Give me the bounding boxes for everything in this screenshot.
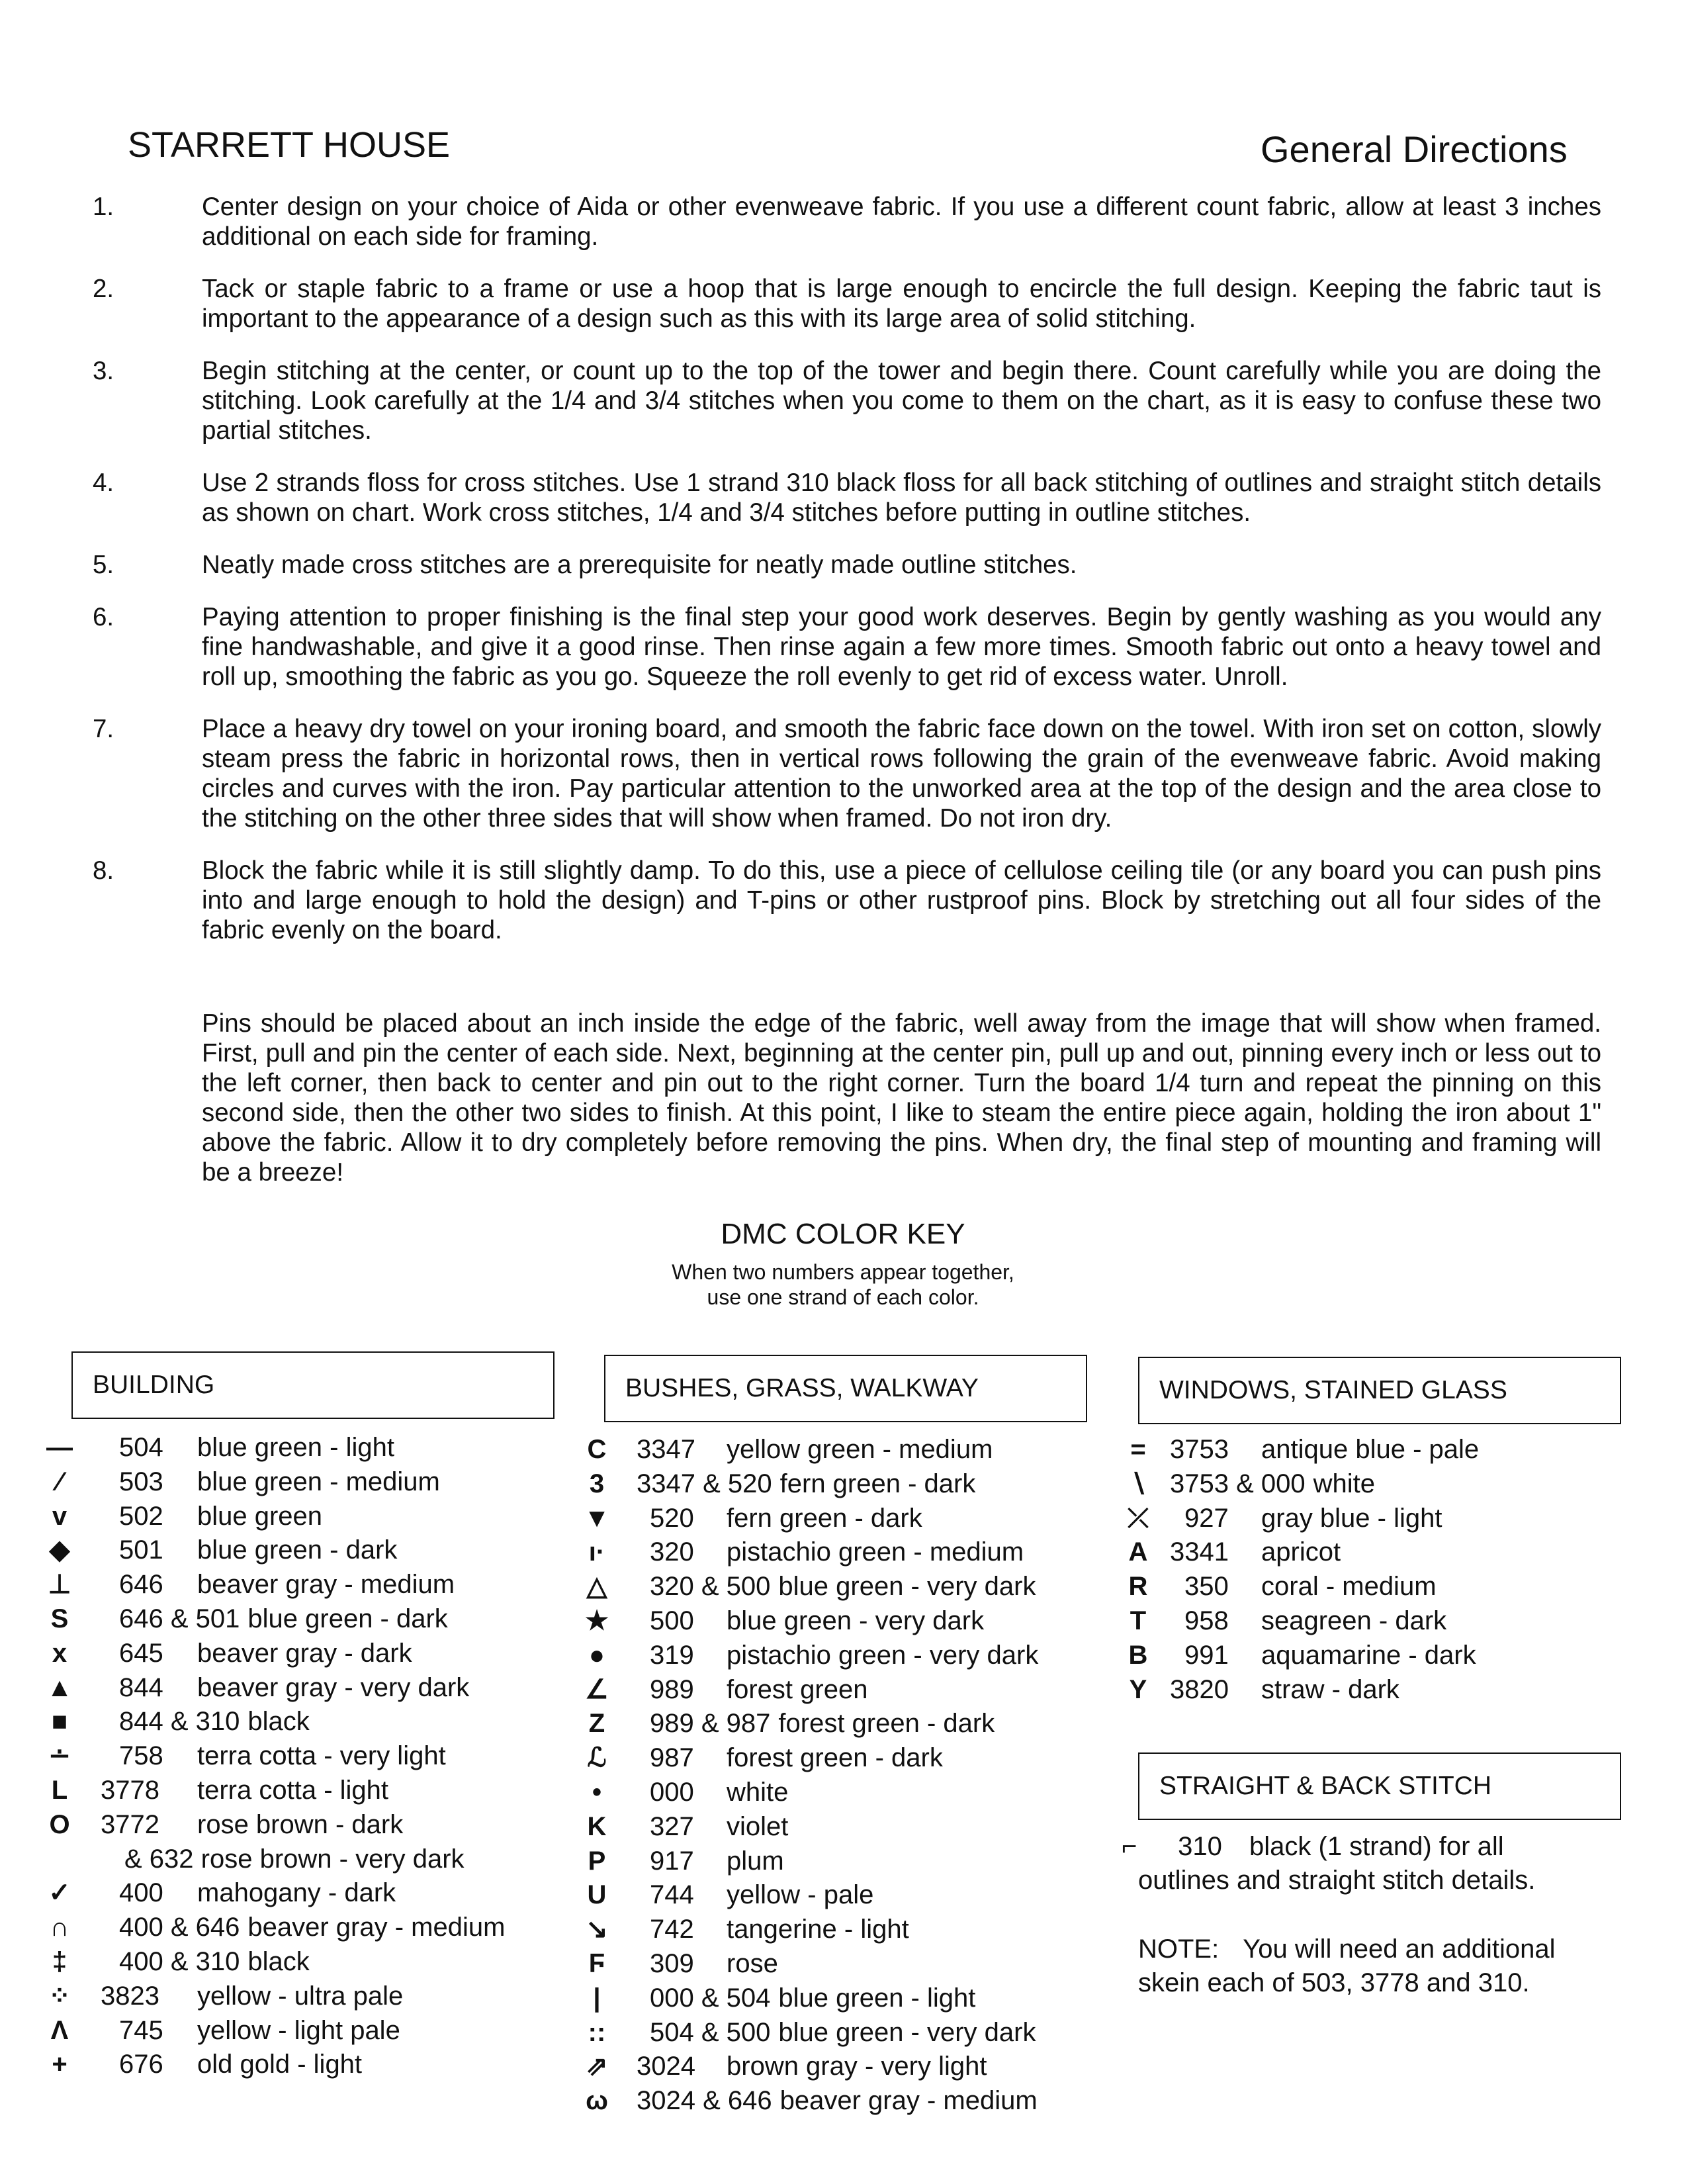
step-text: Neatly made cross stitches are a prerequisite for neatly made outline stitches. [202,551,1077,579]
color-name: aquamarine - dark [1261,1640,1476,1670]
chart-symbol-icon: ∸ [48,1741,71,1771]
color-key-row [582,1502,1125,1536]
color-name: yellow green - medium [727,1435,993,1464]
color-name: terra cotta - light [197,1775,389,1805]
pins-paragraph: Pins should be placed about an inch inside the edge of the fabric, well away from the image that will show when framed. First, pull and pin the center of each side. Next, beginning at the center pin, pull up and out, pinning every inch or less out to the left corner, then back to center and pin out to the right corner. Turn the board 1/4 turn and repeat the pinning on this second side, then the other two sides to finish. At this point, I like to steam the entire piece again, holding the iron about 1" above the fabric. Allow it to dry completely before removing the pins. When dry, the final step of mounting and framing will be a breeze! [202,1009,1601,1187]
chart-symbol-icon: ı· [588,1537,605,1567]
windows-color-list [1124,1433,1626,1707]
color-name: blue green - very dark [778,2017,1036,2047]
windows-heading: WINDOWS, STAINED GLASS [1159,1376,1507,1404]
chart-symbol-icon: :: [588,2017,606,2047]
dmc-code: 320 [650,1537,694,1567]
color-name: rose brown - dark [197,1809,404,1839]
color-key-row [45,1602,574,1637]
chart-symbol-icon: + [52,2050,67,2079]
color-key-title: DMC COLOR KEY [721,1218,965,1250]
section-title: General Directions [1261,128,1568,170]
step-number: 3. [93,357,114,385]
dmc-code: 991 [1184,1640,1229,1670]
color-name: rose [727,1948,778,1978]
dmc-code: 319 [650,1640,694,1670]
color-key-subtitle-line: When two numbers appear together, [672,1260,1014,1284]
dmc-code: 645 [119,1638,163,1668]
color-name: blue green - dark [247,1604,448,1633]
dmc-code: 501 [119,1535,163,1565]
chart-symbol-icon: ▲ [46,1672,73,1702]
chart-symbol-icon: ✓ [48,1878,71,1908]
chart-symbol-icon: B [1128,1640,1148,1670]
chart-symbol-icon: ⁘ [48,1981,71,2011]
dmc-code: 3024 [637,2052,695,2081]
note [1138,1933,1601,2000]
step-number: 2. [93,275,114,303]
color-key-row [1124,1433,1626,1467]
dmc-code: 676 [119,2050,163,2079]
dmc-code: 400 & 646 beaver gray - medium [119,1913,506,1942]
straight-stitch-code: 310 [1178,1832,1222,1861]
direction-step [93,856,1601,945]
building-color-list [45,1431,574,2082]
color-name: apricot [1261,1537,1341,1567]
color-key-row [45,1843,574,1877]
bushes-color-list [582,1433,1125,2118]
color-name: white [727,1777,789,1807]
dmc-code: 3772 [101,1809,159,1839]
chart-symbol-icon: ∠ [585,1674,609,1704]
chart-symbol-icon: ↘ [586,1915,608,1944]
dmc-code: 327 [650,1811,694,1841]
dmc-code: 503 [119,1467,163,1496]
color-name: yellow - ultra pale [197,1981,404,2011]
chart-symbol-icon: △ [586,1572,607,1602]
chart-symbol-icon: • [592,1777,601,1807]
dmc-code: 646 [119,1570,163,1600]
color-key-row [582,1433,1125,1467]
chart-symbol-icon: ⤫ [1128,1503,1149,1533]
color-name: fern green - dark [727,1503,922,1533]
color-name: terra cotta - very light [197,1741,446,1771]
chart-symbol-icon: ⊥ [48,1570,71,1600]
color-name: seagreen - dark [1261,1606,1447,1635]
color-key-row [45,1431,574,1465]
color-key-row [45,1808,574,1843]
dmc-code: 744 [650,1880,694,1910]
color-key-row [582,1844,1125,1879]
color-key-row [45,1774,574,1808]
dmc-code: 958 [1184,1606,1229,1635]
color-key-row [45,1465,574,1500]
color-key-row [45,2048,574,2082]
chart-symbol-icon: 3 [589,1469,605,1498]
color-key-subtitle-line: use one strand of each color. [707,1285,979,1309]
dmc-code: 3823 [101,1981,159,2011]
color-name: violet [727,1811,789,1841]
dmc-code: 3820 [1170,1674,1229,1704]
color-key-row [45,1568,574,1602]
direction-step [93,192,1601,251]
direction-step [93,550,1601,580]
directions-list [93,192,1601,968]
color-name: white [1313,1469,1376,1498]
color-name: pistachio green - very dark [727,1640,1039,1670]
chart-symbol-icon: ℒ [587,1743,607,1773]
dmc-code: 320 & 500 blue green - very dark [650,1572,1036,1602]
color-key-row [45,1979,574,2014]
dmc-code: 927 [1184,1503,1229,1533]
color-name: old gold - light [197,2050,363,2079]
color-key-row [582,1810,1125,1844]
chart-symbol-icon: ★ [585,1606,609,1635]
dmc-code: 504 & 500 blue green - very dark [650,2017,1036,2047]
color-key-row [45,1637,574,1671]
step-number: 8. [93,856,114,885]
color-name: forest green - dark [778,1709,995,1739]
step-number: 1. [93,193,114,221]
dmc-code: 844 [119,1672,163,1702]
dmc-code: 987 [650,1743,694,1773]
chart-symbol-icon: Z [588,1709,605,1739]
dmc-code: 520 [650,1503,694,1533]
chart-symbol-icon: Y [1129,1674,1147,1704]
color-key-row [582,1570,1125,1604]
step-number: 6. [93,603,114,631]
step-text: Tack or staple fabric to a frame or use a hoop that is large enough to encircle the full design. Keeping the fabric taut is important to the appearance of a design such as this with its large area of solid stitching. [202,275,1601,333]
chart-symbol-icon: x [52,1638,67,1668]
bushes-heading-box [604,1355,1087,1422]
dmc-code: 3024 & 646 beaver gray - medium [637,2086,1038,2116]
dmc-code: 989 [650,1674,694,1704]
dmc-code: 844 & 310 black [119,1707,310,1737]
step-text: Block the fabric while it is still slightly damp. To do this, use a piece of cellulose ceiling tile (or any board you can push pins into and large enough to hold the design) and T-pins or other rustproof pins. Block by stretching out all four sides of the fabric evenly on the board. [202,856,1601,944]
chart-symbol-icon: — [46,1433,73,1462]
color-name: coral - medium [1261,1572,1437,1602]
color-name: pistachio green - medium [727,1537,1024,1567]
color-name: blue green - very dark [727,1606,985,1635]
color-key-row [1124,1604,1626,1639]
page-title: STARRETT HOUSE [128,125,451,165]
dmc-code: 3778 [101,1775,159,1805]
direction-step [93,274,1601,334]
step-text: Center design on your choice of Aida or other evenweave fabric. If you use a different count fabric, allow at least 3 inches additional on each side for framing. [202,193,1601,251]
color-name: blue green - very dark [778,1572,1036,1602]
color-name: yellow - pale [727,1880,874,1910]
dmc-code: 758 [119,1741,163,1771]
straight-stitch-desc: outlines and straight stitch details. [1138,1866,1536,1895]
color-key-row [582,1878,1125,1913]
windows-heading-box [1138,1357,1621,1424]
color-name: plum [727,1846,784,1876]
chart-symbol-icon: ‡ [52,1946,67,1976]
chart-symbol-icon: O [49,1809,70,1839]
color-name: gray blue - light [1261,1503,1442,1533]
color-key-row [1124,1673,1626,1707]
dmc-code: 3347 [637,1435,695,1464]
color-key-row [582,1913,1125,1947]
dmc-code: 504 [119,1433,163,1462]
chart-symbol-icon: ∖ [1130,1469,1147,1498]
color-name: fern green - dark [779,1469,976,1498]
direction-step [93,602,1601,692]
chart-symbol-icon: v [52,1501,67,1531]
color-name: brown gray - very light [727,2052,987,2081]
step-number: 5. [93,551,114,579]
building-heading: BUILDING [93,1371,215,1399]
color-key-row [582,2050,1125,2084]
direction-step [93,356,1601,445]
color-name: yellow - light pale [197,2015,400,2045]
color-key-row [582,1639,1125,1673]
color-key-row [1124,1467,1626,1502]
dmc-code: 989 & 987 forest green - dark [650,1709,995,1739]
color-key-row [582,2016,1125,2050]
color-name-continued: & 632 rose brown - very dark [124,1844,465,1874]
note-label: NOTE: [1138,1934,1220,1964]
straight-heading: STRAIGHT & BACK STITCH [1159,1772,1492,1800]
color-key-row [582,1707,1125,1741]
step-text: Place a heavy dry towel on your ironing board, and smooth the fabric face down on the towel. With iron set on cotton, slowly steam press the fabric in horizontal rows, then in vertical rows following the grain of the evenweave fabric. Avoid making circles and curves with the iron. Pay particular attention to the unworked area at the top of the design and the area close to the stitching on the other three sides that will show when framed. Do not iron dry. [202,715,1601,833]
note-text: You will need an additional [1243,1934,1556,1964]
note-text: skein each of 503, 3778 and 310. [1138,1968,1530,1997]
chart-symbol-icon: Λ [50,2015,69,2045]
direction-step [93,714,1601,833]
step-text: Use 2 strands floss for cross stitches. Use 1 strand 310 black floss for all back stitching of outlines and straight stitch details as shown on chart. Work cross stitches, 1/4 and 3/4 stitches before putting in outline stitches. [202,469,1601,527]
step-number: 4. [93,469,114,497]
chart-symbol-icon: ■ [51,1707,68,1737]
dmc-code: 3347 & 520 fern green - dark [637,1469,976,1498]
color-key-row [582,1947,1125,1981]
color-name: black [247,1707,310,1737]
color-key-row [582,1467,1125,1502]
color-name: black [247,1946,310,1976]
chart-symbol-icon: ▼ [584,1503,610,1533]
color-key-row [45,1876,574,1911]
color-key-row [582,1604,1125,1639]
dmc-code: 502 [119,1501,163,1531]
dmc-code: 350 [1184,1572,1229,1602]
color-name: blue green - dark [197,1535,398,1565]
color-key-row [45,1705,574,1739]
chart-symbol-icon: ⁄ [57,1467,62,1496]
dmc-code: 309 [650,1948,694,1978]
chart-symbol-icon: R [1128,1572,1148,1602]
building-heading-box [71,1351,555,1419]
chart-symbol-icon: A [1128,1537,1148,1567]
color-key-row [1124,1502,1626,1536]
straight-heading-box [1138,1752,1621,1820]
dmc-code: 000 & 504 blue green - light [650,1983,976,2013]
step-number: 7. [93,715,114,743]
color-key-row [582,1673,1125,1707]
dmc-code: 742 [650,1915,694,1944]
color-name: antique blue - pale [1261,1435,1480,1464]
color-key-row [45,1911,574,1945]
color-name: beaver gray - medium [197,1570,455,1600]
direction-step [93,468,1601,527]
color-key-row [45,1533,574,1568]
dmc-code: 400 [119,1878,163,1908]
color-name: forest green - dark [727,1743,943,1773]
color-name: beaver gray - medium [247,1913,506,1942]
color-name: blue green - light [197,1433,394,1462]
straight-stitch-desc: black (1 strand) for all [1249,1832,1504,1861]
color-name: forest green [727,1674,868,1704]
color-name: beaver gray - very dark [197,1672,470,1702]
color-key-row [582,1535,1125,1570]
chart-symbol-icon: Ϝ [588,1948,605,1978]
color-name: blue green - medium [197,1467,440,1496]
color-name: beaver gray - dark [197,1638,412,1668]
dmc-code: 646 & 501 blue green - dark [119,1604,448,1633]
dmc-code: 400 & 310 black [119,1946,310,1976]
color-key-row [45,1945,574,1979]
step-text: Begin stitching at the center, or count up to the top of the tower and begin there. Count carefully while you are doing the stitching. Look carefully at the 1/4 and 3/4 stitches when you come to them on the chart, as it is easy to confuse these two partial stitches. [202,357,1601,445]
chart-symbol-icon: ω [586,2086,608,2116]
color-key-row [1124,1639,1626,1673]
chart-symbol-icon: = [1130,1435,1146,1464]
chart-symbol-icon: K [587,1811,607,1841]
color-key-row [1124,1570,1626,1604]
dmc-code: 3753 [1170,1435,1229,1464]
color-key-row [582,1741,1125,1776]
color-name: straw - dark [1261,1674,1399,1704]
chart-symbol-icon: U [587,1880,607,1910]
color-name: blue green - light [778,1983,976,2013]
dmc-code: 000 [650,1777,694,1807]
dmc-code: 3341 [1170,1537,1229,1567]
dmc-code: 917 [650,1846,694,1876]
chart-symbol-icon: ⇗ [586,2052,608,2081]
chart-symbol-icon: ∩ [50,1913,69,1942]
chart-symbol-icon: P [588,1846,606,1876]
chart-symbol-icon: ● [588,1640,605,1670]
dmc-code: 500 [650,1606,694,1635]
color-key-row [1124,1535,1626,1570]
color-key-row [45,1739,574,1774]
color-name: blue green [197,1501,323,1531]
color-name: beaver gray - medium [779,2086,1038,2116]
backstitch-icon: ⌐ [1122,1832,1137,1861]
straight-stitch-text [1122,1830,1601,1897]
bushes-heading: BUSHES, GRASS, WALKWAY [625,1374,979,1402]
step-text: Paying attention to proper finishing is the final step your good work deserves. Begin by gently washing as you would any fine handwashable, and give it a good rinse. Then rinse again a few more times. Smooth fabric out onto a heavy towel and roll up, smoothing the fabric as you go. Squeeze the roll evenly to get rid of excess water. Unroll. [202,603,1601,691]
chart-symbol-icon: | [593,1983,601,2013]
dmc-code: 3753 & 000 white [1170,1469,1376,1498]
color-key-row [45,1500,574,1534]
color-key-row [45,2014,574,2048]
chart-symbol-icon: T [1130,1606,1147,1635]
color-key-row [45,1671,574,1706]
color-name: tangerine - light [727,1915,909,1944]
color-name: mahogany - dark [197,1878,396,1908]
color-key-row [582,1981,1125,2016]
color-key-row [582,2084,1125,2118]
chart-symbol-icon: S [50,1604,69,1633]
chart-symbol-icon: ◆ [49,1535,70,1565]
chart-symbol-icon: L [51,1775,68,1805]
color-key-subtitle [0,1259,1686,1310]
chart-symbol-icon: C [587,1435,607,1464]
color-key-row [582,1776,1125,1810]
dmc-code: 745 [119,2015,163,2045]
